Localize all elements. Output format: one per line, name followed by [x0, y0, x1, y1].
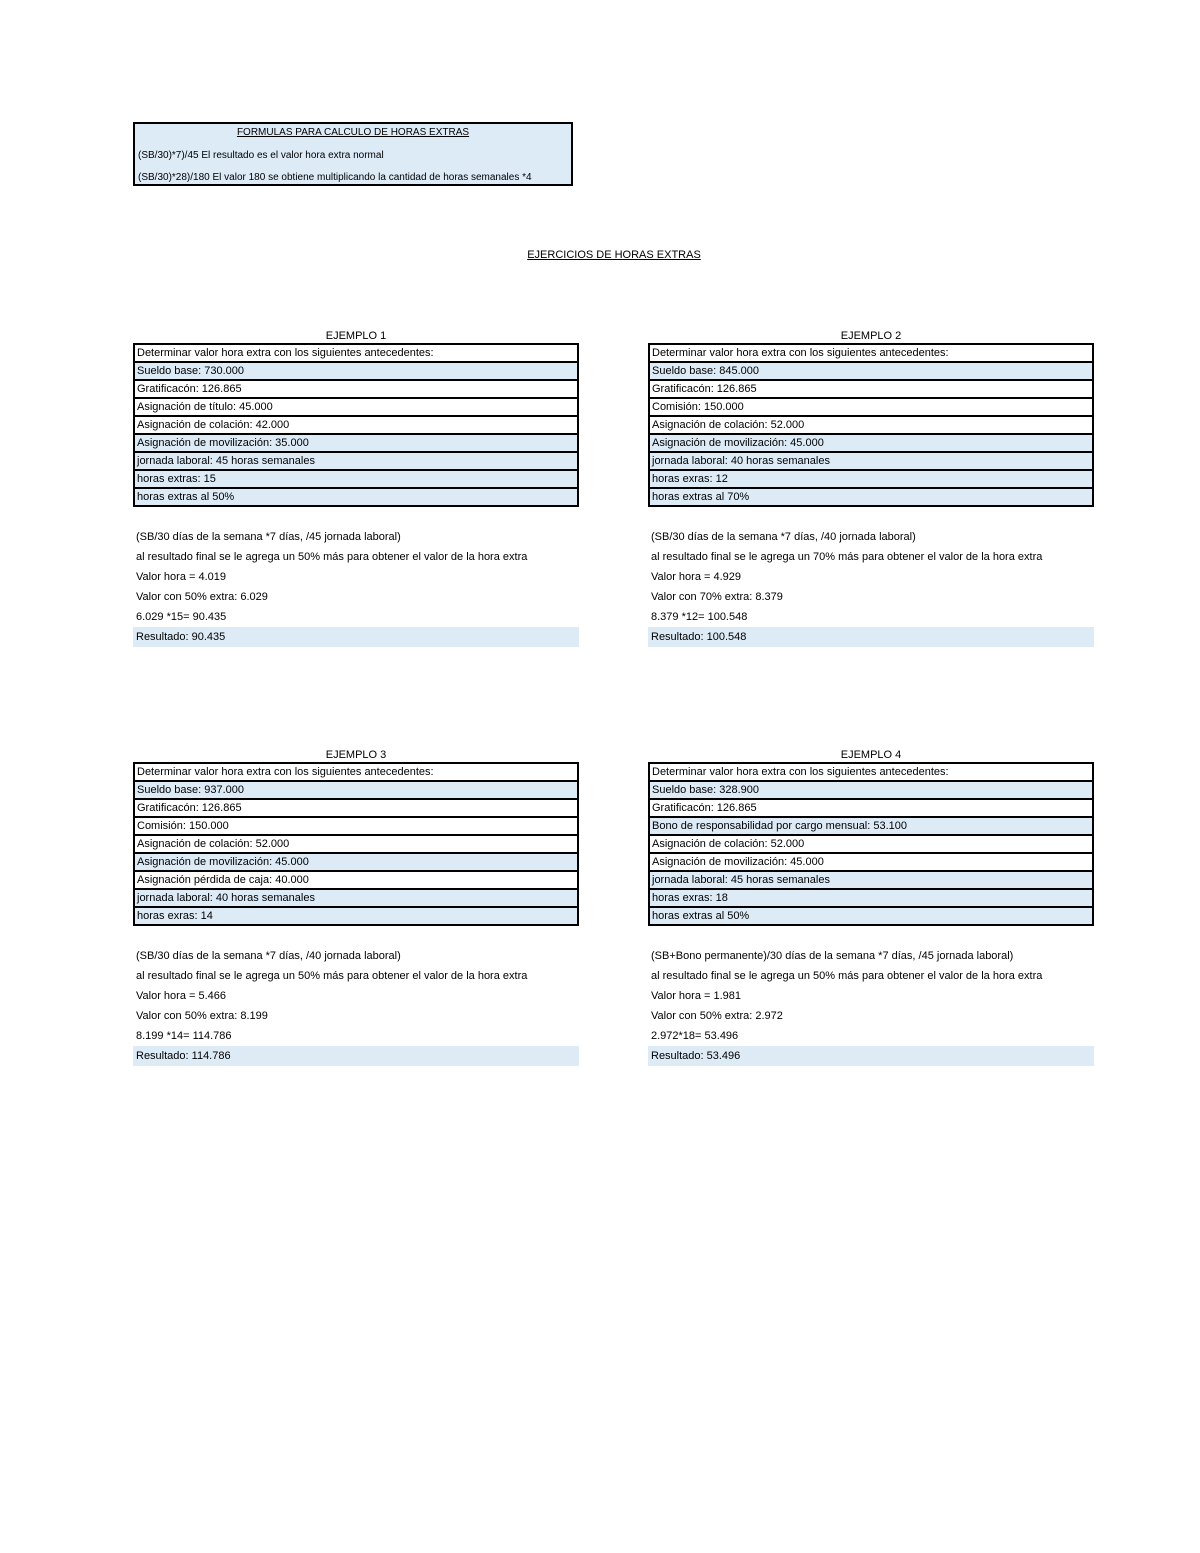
note-line: Valor con 50% extra: 2.972 [651, 1010, 783, 1022]
table-cell: horas exras: 18 [649, 889, 1093, 907]
example-notes [648, 527, 1094, 647]
example-1 [133, 329, 579, 647]
note-line: al resultado final se le agrega un 50% más para obtener el valor de la hora extra [651, 970, 1043, 982]
example-notes [133, 527, 579, 647]
table-cell: Determinar valor hora extra con los siguientes antecedentes: [649, 344, 1093, 362]
table-cell: Gratificacón: 126.865 [649, 380, 1093, 398]
table-cell: Determinar valor hora extra con los siguientes antecedentes: [649, 763, 1093, 781]
note-line: (SB/30 días de la semana *7 días, /45 jornada laboral) [136, 531, 401, 543]
result-line: Resultado: 90.435 [133, 627, 579, 647]
formula-title: FORMULAS PARA CALCULO DE HORAS EXTRAS [236, 127, 470, 138]
table-cell: Determinar valor hora extra con los siguientes antecedentes: [134, 763, 578, 781]
table-cell: Gratificacón: 126.865 [649, 799, 1093, 817]
example-title: EJEMPLO 1 [325, 330, 387, 342]
note-line: al resultado final se le agrega un 50% más para obtener el valor de la hora extra [136, 970, 528, 982]
table-cell: horas extras al 70% [649, 488, 1093, 506]
table-cell: Sueldo base: 845.000 [649, 362, 1093, 380]
example-3 [133, 748, 579, 1066]
note-line: Valor hora = 4.929 [651, 571, 741, 583]
result-line: Resultado: 53.496 [648, 1046, 1094, 1066]
table-cell: Determinar valor hora extra con los siguientes antecedentes: [134, 344, 578, 362]
table-cell: jornada laboral: 45 horas semanales [134, 452, 578, 470]
formula-line-1: (SB/30)*7)/45 El resultado es el valor hora extra normal [138, 150, 384, 161]
example-table [133, 343, 579, 507]
note-line: 6.029 *15= 90.435 [136, 611, 227, 623]
table-cell: Asignación de movilización: 45.000 [134, 853, 578, 871]
example-notes [648, 946, 1094, 1066]
example-table [648, 343, 1094, 507]
table-cell: Asignación de colación: 52.000 [134, 835, 578, 853]
table-cell: Asignación de colación: 52.000 [649, 835, 1093, 853]
example-notes [133, 946, 579, 1066]
table-cell: horas exras: 12 [649, 470, 1093, 488]
example-table [648, 762, 1094, 926]
formula-box [133, 122, 573, 186]
table-cell: jornada laboral: 45 horas semanales [649, 871, 1093, 889]
note-line: (SB/30 días de la semana *7 días, /40 jornada laboral) [651, 531, 916, 543]
table-cell: jornada laboral: 40 horas semanales [134, 889, 578, 907]
table-cell: Asignación de colación: 52.000 [649, 416, 1093, 434]
formula-line-2: (SB/30)*28)/180 El valor 180 se obtiene multiplicando la cantidad de horas semanales *4 [138, 172, 532, 183]
note-line: Valor con 70% extra: 8.379 [651, 591, 783, 603]
note-line: al resultado final se le agrega un 50% más para obtener el valor de la hora extra [136, 551, 528, 563]
table-cell: horas extras: 15 [134, 470, 578, 488]
table-cell: Asignación de colación: 42.000 [134, 416, 578, 434]
note-line: 8.379 *12= 100.548 [651, 611, 748, 623]
note-line: (SB/30 días de la semana *7 días, /40 jornada laboral) [136, 950, 401, 962]
table-cell: Sueldo base: 937.000 [134, 781, 578, 799]
note-line: Valor con 50% extra: 6.029 [136, 591, 268, 603]
table-cell: Sueldo base: 730.000 [134, 362, 578, 380]
example-title: EJEMPLO 2 [840, 330, 902, 342]
note-line: Valor hora = 4.019 [136, 571, 226, 583]
table-cell: horas extras al 50% [134, 488, 578, 506]
table-cell: Asignación de movilización: 45.000 [649, 434, 1093, 452]
table-cell: Asignación pérdida de caja: 40.000 [134, 871, 578, 889]
table-cell: Asignación de movilización: 35.000 [134, 434, 578, 452]
table-cell: Bono de responsabilidad por cargo mensual: 53.100 [649, 817, 1093, 835]
result-line: Resultado: 114.786 [133, 1046, 579, 1066]
example-title: EJEMPLO 4 [840, 749, 902, 761]
table-cell: Gratificacón: 126.865 [134, 799, 578, 817]
note-line: Valor hora = 1.981 [651, 990, 741, 1002]
table-cell: Comisión: 150.000 [134, 817, 578, 835]
example-4 [648, 748, 1094, 1066]
example-2 [648, 329, 1094, 647]
note-line: 2.972*18= 53.496 [651, 1030, 739, 1042]
table-cell: horas exras: 14 [134, 907, 578, 925]
note-line: Valor hora = 5.466 [136, 990, 226, 1002]
table-cell: horas extras al 50% [649, 907, 1093, 925]
example-table [133, 762, 579, 926]
note-line: (SB+Bono permanente)/30 días de la semana *7 días, /45 jornada laboral) [651, 950, 1014, 962]
table-cell: jornada laboral: 40 horas semanales [649, 452, 1093, 470]
result-line: Resultado: 100.548 [648, 627, 1094, 647]
main-title: EJERCICIOS DE HORAS EXTRAS [527, 249, 701, 261]
table-cell: Comisión: 150.000 [649, 398, 1093, 416]
note-line: 8.199 *14= 114.786 [136, 1030, 232, 1042]
table-cell: Asignación de movilización: 45.000 [649, 853, 1093, 871]
table-cell: Asignación de título: 45.000 [134, 398, 578, 416]
note-line: al resultado final se le agrega un 70% más para obtener el valor de la hora extra [651, 551, 1043, 563]
table-cell: Sueldo base: 328.900 [649, 781, 1093, 799]
example-title: EJEMPLO 3 [325, 749, 387, 761]
table-cell: Gratificacón: 126.865 [134, 380, 578, 398]
note-line: Valor con 50% extra: 8.199 [136, 1010, 268, 1022]
